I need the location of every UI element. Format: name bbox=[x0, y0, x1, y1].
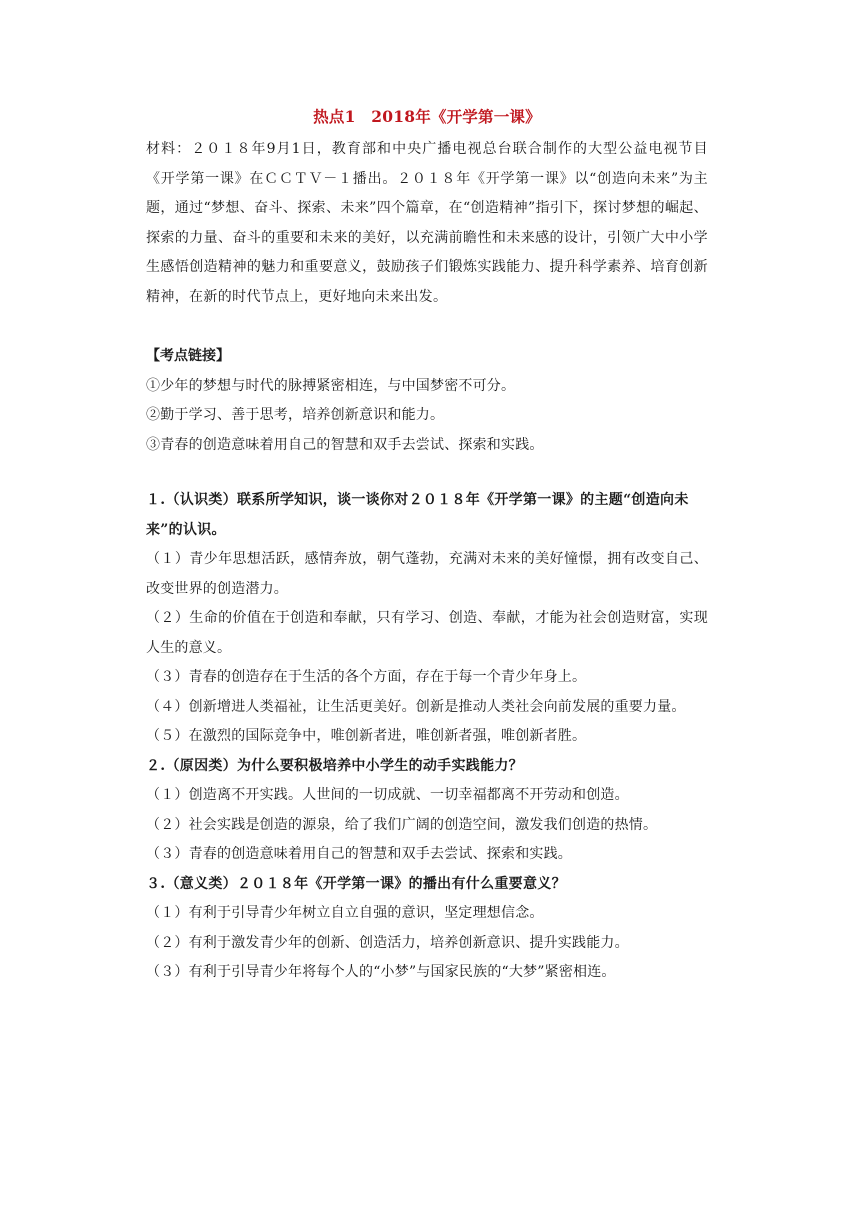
answer-item: （４）创新增进人类福祉，让生活更美好。创新是推动人类社会向前发展的重要力量。 bbox=[146, 698, 686, 715]
kaodian-item: ①少年的梦想与时代的脉搏紧密相连，与中国梦密不可分。 bbox=[146, 377, 516, 394]
material-paragraph: 材料：２０１８年9月1日，教育部和中央广播电视总台联合制作的大型公益电视节目《开学第一课》在ＣＣＴＶ－１播出。２０１８年《开学第一课》以“创造向未来”为主题，通过“梦想、奋斗、探索、未来”四个篇章，在“创造精神”指引下，探讨梦想的崛起、探索的力量、奋斗的重要和未来的美好，以充满前瞻性和未来感的设计，引领广大中小学生感悟创造精神的魅力和重要意义，鼓励孩子们锻炼实践能力、提升科学素养、培育创新精神，在新的时代节点上，更好地向未来出发。 bbox=[146, 141, 708, 305]
answer-item: （３）青春的创造意味着用自己的智慧和双手去尝试、探索和实践。 bbox=[146, 846, 572, 862]
answer-item: （５）在激烈的国际竞争中，唯创新者进，唯创新者强，唯创新者胜。 bbox=[146, 728, 587, 744]
answer-item: （１）青少年思想活跃，感情奔放，朝气蓬勃，充满对未来的美好憧憬，拥有改变自己、改变世界的创造潜力。 bbox=[146, 551, 708, 597]
kaodian-item: ③青春的创造意味着用自己的智慧和双手去尝试、探索和实践。 bbox=[146, 436, 544, 453]
document-title: 热点1 2018年《开学第一课》 bbox=[313, 107, 541, 126]
question-2: ２.（原因类）为什么要积极培养中小学生的动手实践能力？ bbox=[146, 757, 523, 774]
answer-item: （３）有利于引导青少年将每个人的“小梦”与国家民族的“大梦”紧密相连。 bbox=[146, 964, 616, 980]
answer-item: （３）青春的创造存在于生活的各个方面，存在于每一个青少年身上。 bbox=[146, 669, 587, 685]
spacer bbox=[146, 460, 708, 486]
answer-item: （２）社会实践是创造的源泉，给了我们广阔的创造空间，激发我们创造的热情。 bbox=[146, 816, 658, 833]
answer-item: （２）生命的价值在于创造和奉献，只有学习、创造、奉献，才能为社会创造财富，实现人生的意义。 bbox=[146, 610, 708, 656]
question-1: １.（认识类）联系所学知识，谈一谈你对２０１８年《开学第一课》的主题“创造向未来”的认识。 bbox=[146, 492, 689, 538]
document-page bbox=[146, 100, 708, 988]
answer-item: （１）创造离不开实践。人世间的一切成就、一切幸福都离不开劳动和创造。 bbox=[146, 787, 629, 803]
question-3: ３.（意义类）２０１８年《开学第一课》的播出有什么重要意义？ bbox=[146, 875, 566, 892]
answer-item: （１）有利于引导青少年树立自立自强的意识，坚定理想信念。 bbox=[146, 905, 544, 921]
spacer bbox=[146, 312, 708, 342]
kaodian-item: ②勤于学习、善于思考，培养创新意识和能力。 bbox=[146, 407, 445, 423]
kaodian-heading: 【考点链接】 bbox=[146, 348, 230, 364]
answer-item: （２）有利于激发青少年的创新、创造活力，培养创新意识、提升实践能力。 bbox=[146, 934, 629, 951]
